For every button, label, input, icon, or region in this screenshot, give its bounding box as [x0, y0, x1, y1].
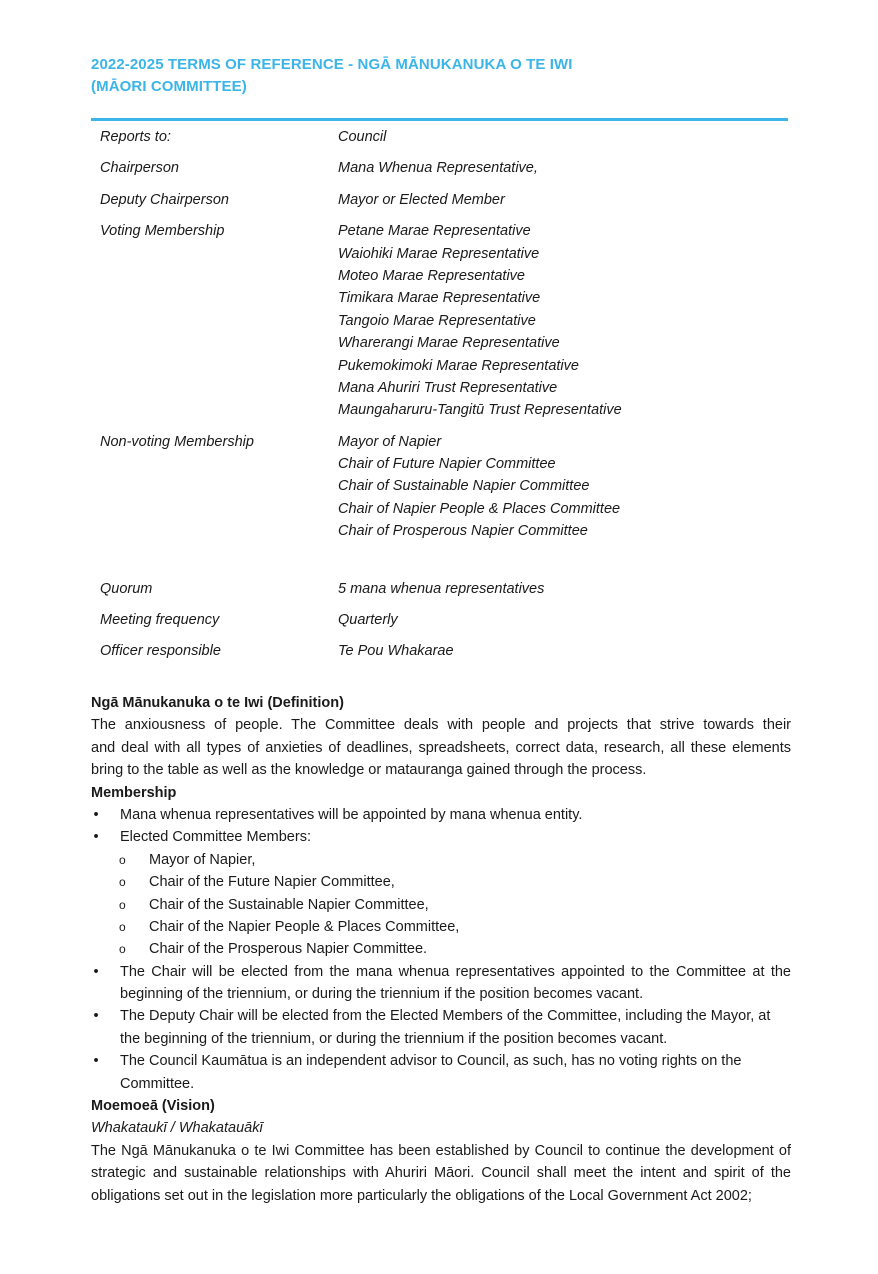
tor-value: Quarterly: [338, 612, 398, 629]
tor-value-list: [338, 431, 790, 543]
bullet-item: [91, 804, 791, 826]
sub-bullet-mark: o: [119, 875, 126, 890]
bullet-mark: •: [93, 829, 99, 846]
membership-heading: Membership: [91, 784, 177, 801]
sub-bullet-item: [91, 916, 791, 938]
tor-row-deputy: [100, 189, 790, 211]
bullet-item: [91, 961, 791, 1006]
sub-bullet-item: [91, 871, 791, 893]
sub-bullet-text: Chair of the Future Napier Committee,: [149, 874, 395, 891]
nonvoting-member: Chair of Prosperous Napier Committee: [338, 523, 588, 540]
bullet-item: [91, 1050, 791, 1095]
tor-row-nonvoting: [100, 431, 790, 543]
bullet-item: [91, 1005, 791, 1050]
tor-label: Quorum: [100, 580, 153, 597]
tor-label: Non-voting Membership: [100, 433, 254, 450]
definition-heading: Ngā Mānukanuka o te Iwi (Definition): [91, 695, 344, 711]
vision-text-line: The Ngā Mānukanuka o te Iwi Committee has been established by Council to continue the development of: [91, 1142, 791, 1159]
bullet-text-line: Committee.: [120, 1075, 195, 1092]
document-title: [91, 54, 791, 98]
bullet-text-line: The Deputy Chair will be elected from the Elected Members of the Committee, including the Mayor, at: [120, 1008, 771, 1025]
bullet-mark: •: [93, 963, 99, 980]
bullet-mark: •: [93, 1053, 99, 1070]
sub-bullet-item: [91, 894, 791, 916]
tor-row-voting: [100, 220, 790, 422]
nonvoting-member: Chair of Sustainable Napier Committee: [338, 478, 590, 495]
voting-member: Pukemokimoki Marae Representative: [338, 357, 579, 374]
sub-bullet-mark: o: [119, 942, 126, 957]
voting-member: Maungaharuru-Tangitū Trust Representative: [338, 402, 622, 419]
vision-text-line: obligations set out in the legislation more particularly the obligations of the Local Government Act 2002;: [91, 1187, 752, 1204]
nonvoting-member: Mayor of Napier: [338, 433, 442, 450]
tor-value-list: [338, 220, 790, 422]
tor-label: Chairperson: [100, 160, 179, 177]
tor-row-reports-to: [100, 126, 790, 148]
tor-value: Te Pou Whakarae: [338, 643, 454, 660]
tor-row-quorum: [100, 578, 790, 600]
definition-text-line: The anxiousness of people. The Committee deals with people and projects that strive towards their: [91, 717, 791, 734]
bullet-mark: •: [93, 1008, 99, 1025]
bullet-mark: •: [93, 806, 99, 823]
title-line-2: (MĀORI COMMITTEE): [91, 78, 247, 95]
vision-text-line: strategic and sustainable relationships with Ahuriri Māori. Council shall meet the intent and spirit of the: [91, 1165, 791, 1182]
title-line-1: 2022-2025 TERMS OF REFERENCE - NGĀ MĀNUKANUKA O TE IWI: [91, 56, 573, 73]
voting-member: Timikara Marae Representative: [338, 290, 541, 307]
sub-bullet-text: Mayor of Napier,: [149, 851, 256, 868]
title-divider: [91, 118, 788, 121]
tor-row-chairperson: [100, 157, 790, 179]
tor-label: Voting Membership: [100, 223, 225, 240]
voting-member: Mana Ahuriri Trust Representative: [338, 379, 558, 396]
bullet-text-line: beginning of the triennium, or during the triennium if the position becomes vacant.: [120, 986, 644, 1003]
bullet-text-line: The Council Kaumātua is an independent advisor to Council, as such, has no voting rights on the: [120, 1053, 742, 1070]
nonvoting-member: Chair of Future Napier Committee: [338, 456, 556, 473]
sub-bullet-item: [91, 849, 791, 871]
sub-bullet-mark: o: [119, 852, 126, 867]
bullet-text-line: The Chair will be elected from the mana whenua representatives appointed to the Committee at the: [120, 963, 791, 980]
sub-bullet-text: Chair of the Napier People & Places Committee,: [149, 918, 460, 935]
bullet-text-line: the beginning of the triennium, or during the triennium if the position becomes vacant.: [120, 1030, 668, 1047]
bullet-item: [91, 826, 791, 848]
bullet-text: Mana whenua representatives will be appointed by mana whenua entity.: [120, 806, 583, 823]
definition-text-line: and deal with all types of anxieties of deadlines, spreadsheets, correct data, research, all these elements: [91, 739, 791, 756]
bullet-text: Elected Committee Members:: [120, 829, 311, 846]
voting-member: Wharerangi Marae Representative: [338, 335, 560, 352]
voting-member: Tangoio Marae Representative: [338, 312, 536, 329]
vision-subheading: Whakataukī / Whakatauākī: [91, 1120, 263, 1137]
voting-member: Waiohiki Marae Representative: [338, 245, 540, 262]
tor-value: Mayor or Elected Member: [338, 191, 505, 208]
vision-heading: Moemoeā (Vision): [91, 1098, 215, 1115]
tor-label: Officer responsible: [100, 643, 221, 660]
tor-value: 5 mana whenua representatives: [338, 580, 545, 597]
tor-value: Council: [338, 129, 387, 145]
sub-bullet-mark: o: [119, 897, 126, 912]
nonvoting-member: Chair of Napier People & Places Committee: [338, 500, 621, 517]
terms-table: [100, 124, 790, 663]
sub-bullet-text: Chair of the Prosperous Napier Committee.: [149, 941, 428, 958]
tor-row-frequency: [100, 609, 790, 631]
sub-bullet-mark: o: [119, 919, 126, 934]
sub-bullet-text: Chair of the Sustainable Napier Committee,: [149, 896, 429, 913]
tor-row-officer: [100, 640, 790, 662]
tor-label: Deputy Chairperson: [100, 191, 229, 208]
definition-text-line: bring to the table as well as the knowledge or matauranga gained through the process.: [91, 762, 647, 779]
tor-label: Reports to:: [100, 129, 171, 145]
tor-label: Meeting frequency: [100, 612, 220, 629]
tor-value: Mana Whenua Representative,: [338, 160, 538, 177]
document-body: [91, 692, 791, 1207]
voting-member: Petane Marae Representative: [338, 223, 531, 240]
voting-member: Moteo Marae Representative: [338, 267, 525, 284]
sub-bullet-item: [91, 938, 791, 960]
